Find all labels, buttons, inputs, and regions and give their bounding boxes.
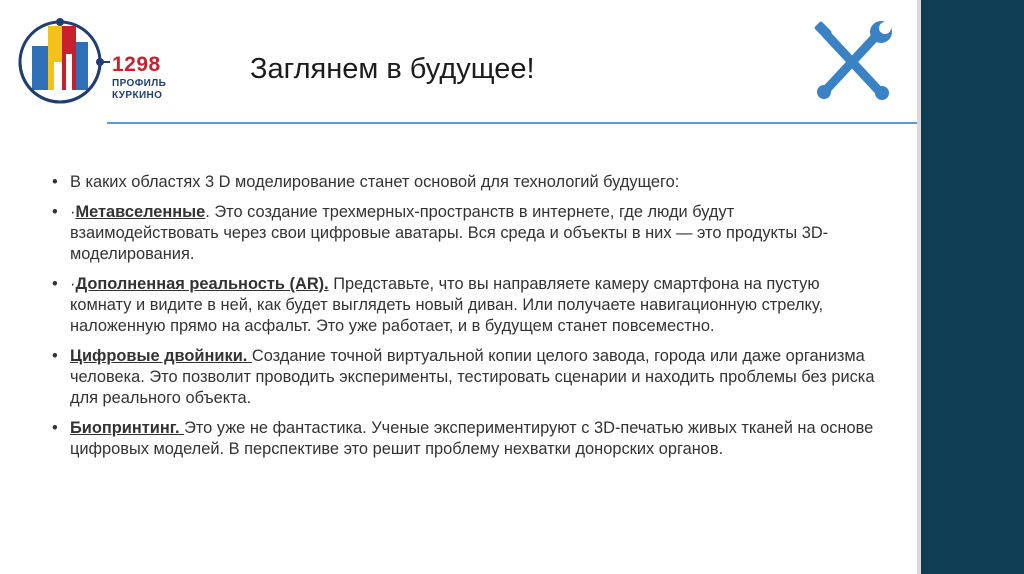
- item-prefix: ·: [70, 275, 76, 293]
- item-text: Создание точной виртуальной копии целого завода, города или даже организма человека. Это позволит проводить эксперименты, тестировать сценарии и находить проблемы без риска для реального объекта.: [70, 347, 875, 407]
- list-item: [50, 274, 880, 337]
- tools-icon: [812, 20, 892, 104]
- item-term: Метавселенные: [75, 203, 206, 221]
- right-decor-bar: [921, 0, 1024, 574]
- header-divider: [107, 122, 917, 124]
- bullet: •: [52, 347, 58, 365]
- bullet: •: [52, 275, 58, 293]
- item-term: Дополненная реальность (AR).: [75, 275, 329, 293]
- school-logo: [14, 16, 174, 108]
- logo-line-2: КУРКИНО: [112, 90, 163, 101]
- item-text: В каких областях 3 D моделирование станет основой для технологий будущего:: [70, 173, 680, 191]
- item-text: Это уже не фантастика. Ученые экспериментируют с 3D-печатью живых тканей на основе цифровых моделей. В перспективе это решит проблему нехватки донорских органов.: [70, 419, 874, 458]
- bullet-list: [50, 172, 880, 469]
- item-text: . Это создание трехмерных-пространств в интернете, где люди будут взаимодействовать через свои цифровые аватары. Вся среда и объекты в них — это продукты 3D-моделирования.: [70, 203, 829, 263]
- item-prefix: ·: [70, 203, 76, 221]
- logo-number: 1298: [112, 53, 161, 76]
- item-text: Представьте, что вы направляете камеру смартфона на пустую комнату и видите в ней, как будет выглядеть новый диван. Или получаете навигационную стрелку, наложенную прямо на асфальт. Это уже работает, и в будущем станет повсеместно.: [70, 275, 824, 335]
- list-item: [50, 418, 880, 460]
- item-term: Биопринтинг.: [70, 419, 185, 437]
- list-item: [50, 172, 880, 193]
- bullet: •: [52, 173, 58, 191]
- logo-line-1: ПРОФИЛЬ: [112, 78, 167, 89]
- item-term: Цифровые двойники.: [70, 347, 252, 365]
- bullet: •: [52, 203, 58, 221]
- bullet: •: [52, 419, 58, 437]
- slide-title: Заглянем в будущее!: [250, 53, 535, 85]
- list-item: [50, 202, 880, 265]
- list-item: [50, 346, 880, 409]
